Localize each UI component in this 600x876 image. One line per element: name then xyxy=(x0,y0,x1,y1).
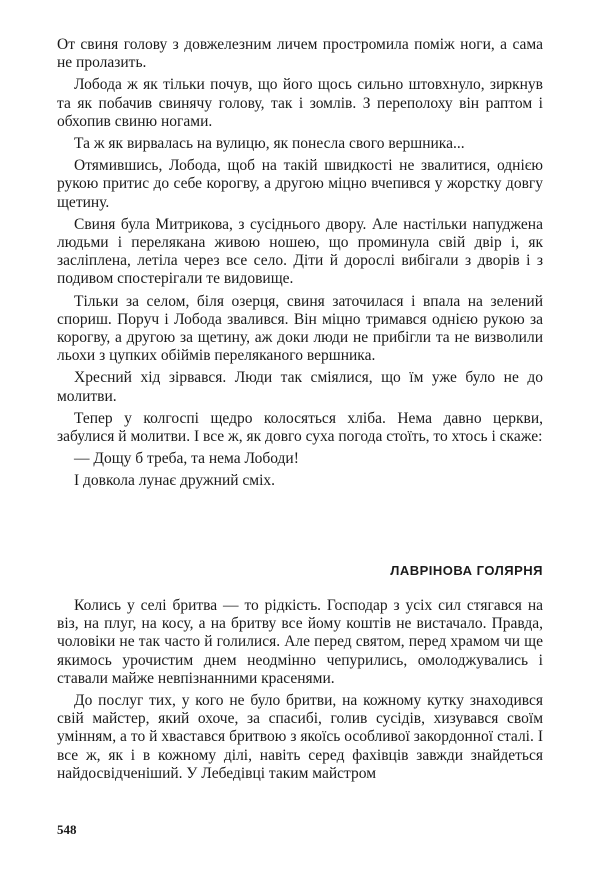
paragraph: Тепер у колгоспі щедро колосяться хліба. Нема давно церкви, забулися й молитви. І все ж, як довго суха погода стоїть, то хтось і скаже: xyxy=(57,409,543,446)
paragraph: Отямившись, Лобода, щоб на такій швидкості не звалитися, однією рукою притис до себе корогву, а другою міцно вчепився у жорстку довгу щетину. xyxy=(57,157,543,211)
paragraph: Та ж як вирвалась на вулицю, як понесла свого вершника... xyxy=(74,135,465,153)
paragraph: Свиня була Митрикова, з сусіднього двору. Але настільки напуджена людьми і перелякана живою ношею, що проминула свій двір і, як засліплена, летіла через все село. Діти й дорослі вибігали з дворів і з подивом спостерігали те видовище. xyxy=(57,215,543,288)
dialogue-line: — Дощу б треба, та нема Лободи! xyxy=(74,450,299,468)
section-body xyxy=(57,597,543,783)
paragraph: От свиня голову з довжелезним личем простромила поміж ноги, а сама не пролазить. xyxy=(57,36,543,72)
paragraph: До послуг тих, у кого не було бритви, на кожному кутку знаходився свій майстер, який охоче, за спасибі, голив сусідів, хизувався своїм умінням, а то й хвастався бритвою з якоїсь особливої закордонної сталі. І все ж, як і в кожному ділі, навіть серед фахівців завжди знайдеться найдосвідченіший. У Лебедівці таким майстром xyxy=(57,692,543,782)
paragraph: І довкола лунає дружний сміх. xyxy=(74,472,276,490)
paragraph: Тільки за селом, біля озерця, свиня заточилася і впала на зелений спориш. Поруч і Лобода звалився. Він міцно тримався однією рукою за корогву, а другою за щетину, аж доки люди не прибігли та не визволили льохи з цупких обіймів переляканого вершника. xyxy=(57,292,543,365)
paragraph: Колись у селі бритва — то рідкість. Господар з усіх сил стягався на віз, на плуг, на косу, а на бритву все йому коштів не вистачало. Правда, чоловіки не так часто й голилися. Але перед святом, перед храмом чи ще якимось урочистим днем неодмінно чепурились, омолоджувались і ставали майже невпізнанними красенями. xyxy=(57,597,543,687)
story-ending xyxy=(57,36,543,491)
page-number: 548 xyxy=(57,822,77,837)
section-title: ЛАВРІНОВА ГОЛЯРНЯ xyxy=(390,563,543,578)
paragraph: Хресний хід зірвався. Люди так сміялися, що їм уже було не до молитви. xyxy=(57,369,543,405)
paragraph: Лобода ж як тільки почув, що його щось сильно штовхнуло, зиркнув та як побачив свинячу голову, так і зомлів. З переполоху він раптом і обхопив свиню ногами. xyxy=(57,76,543,130)
